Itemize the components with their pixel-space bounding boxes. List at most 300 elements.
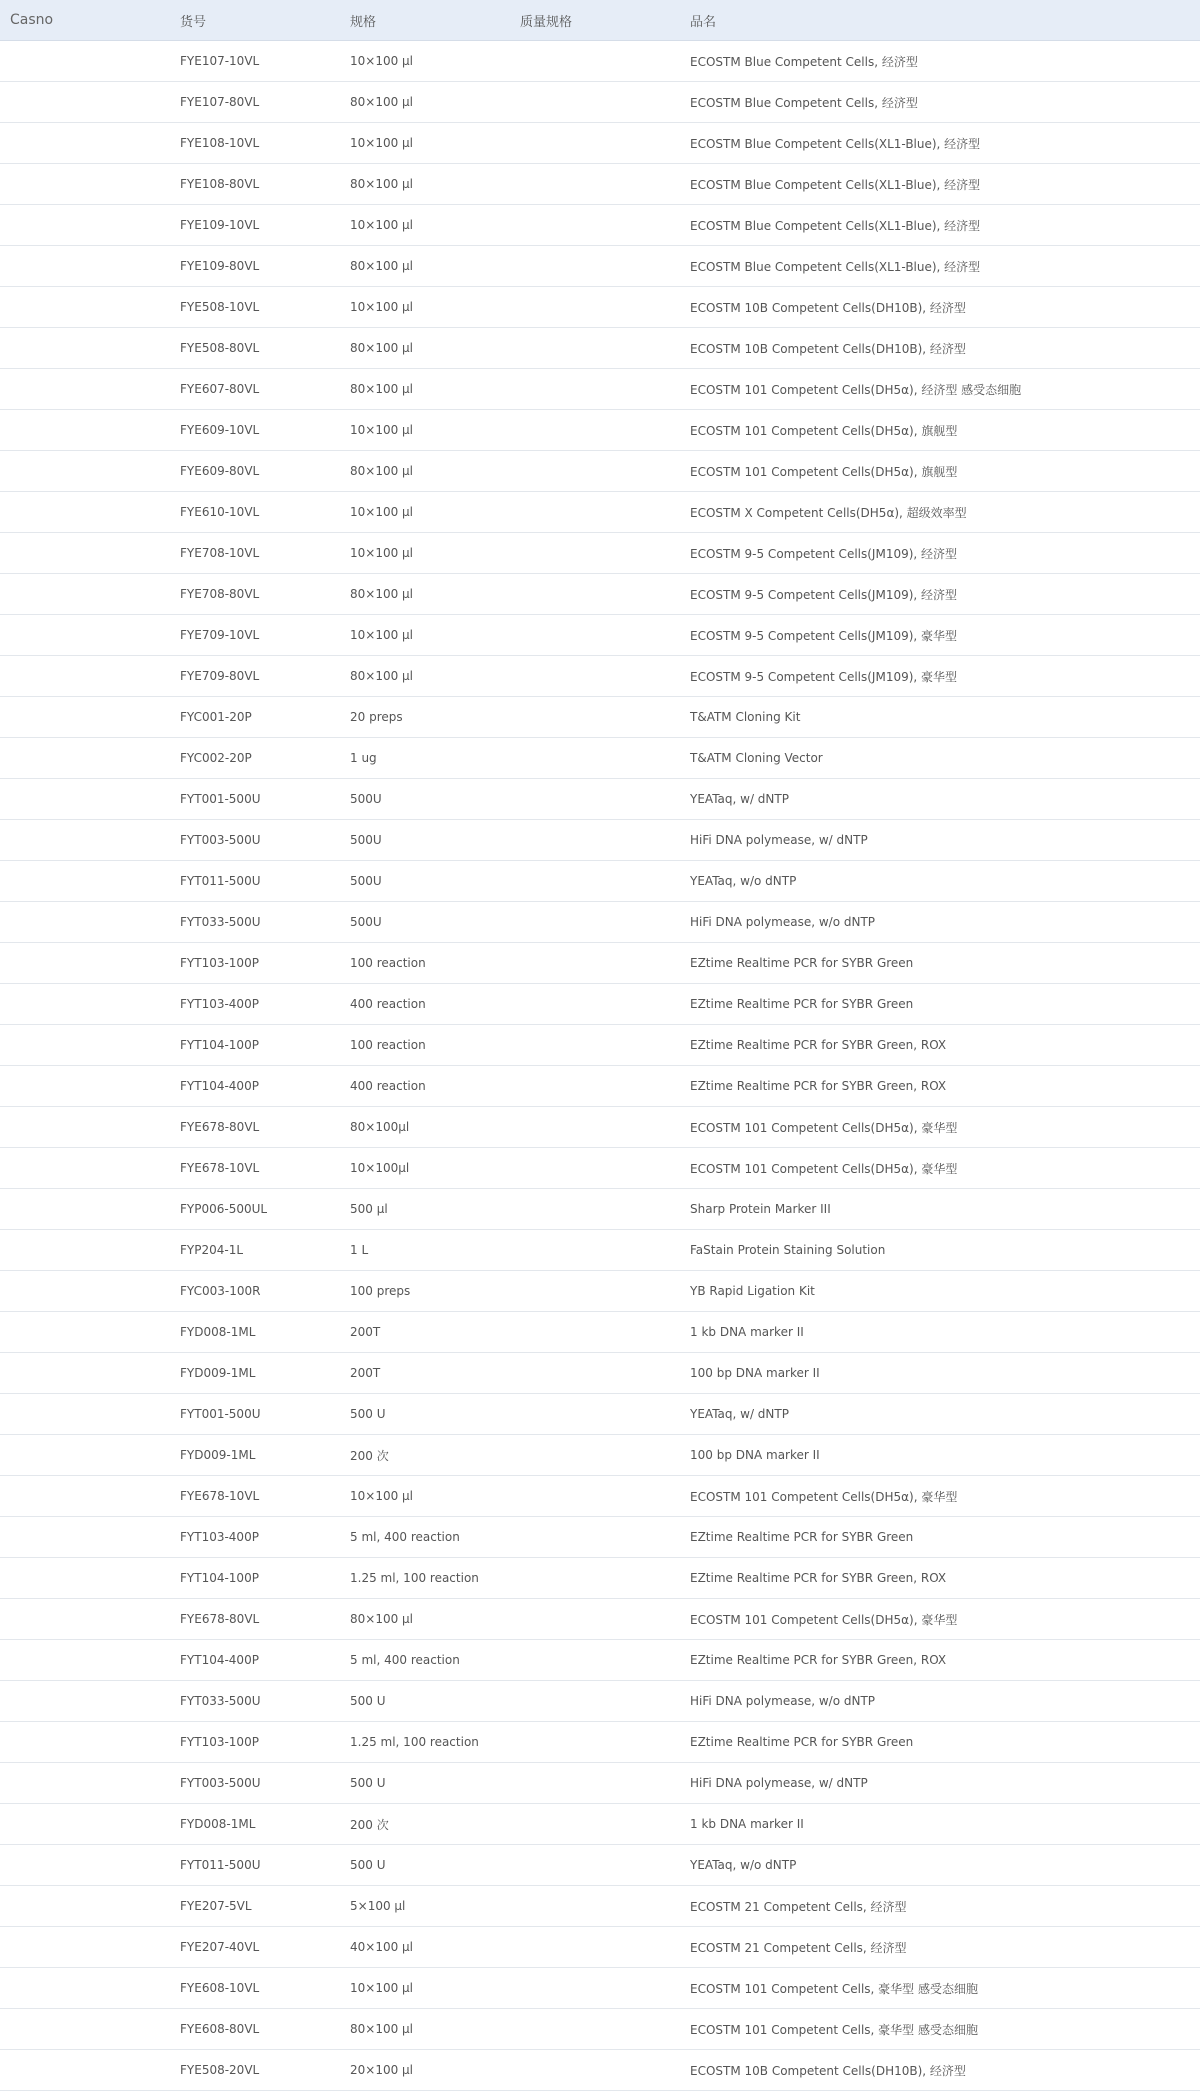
cell-sku: FYT003-500U — [170, 1763, 340, 1804]
table-body — [0, 41, 1200, 2091]
cell-spec: 400 reaction — [340, 1066, 510, 1107]
cell-spec: 10×100 μl — [340, 205, 510, 246]
table-row — [0, 2009, 1200, 2050]
cell-sku: FYE207-5VL — [170, 1886, 340, 1927]
cell-quality — [510, 1599, 680, 1640]
cell-casno — [0, 697, 170, 738]
table-row — [0, 902, 1200, 943]
cell-casno — [0, 1763, 170, 1804]
cell-name: EZtime Realtime PCR for SYBR Green, ROX — [680, 1066, 1200, 1107]
cell-name: ECOSTM 101 Competent Cells(DH5α), 旗舰型 — [680, 410, 1200, 451]
table-row — [0, 574, 1200, 615]
cell-quality — [510, 1968, 680, 2009]
cell-spec: 200T — [340, 1353, 510, 1394]
cell-sku: FYE608-10VL — [170, 1968, 340, 2009]
cell-quality — [510, 1189, 680, 1230]
cell-casno — [0, 533, 170, 574]
cell-quality — [510, 1394, 680, 1435]
table-row — [0, 1107, 1200, 1148]
cell-name: ECOSTM 9-5 Competent Cells(JM109), 豪华型 — [680, 615, 1200, 656]
table-row — [0, 123, 1200, 164]
cell-casno — [0, 82, 170, 123]
table-row — [0, 2050, 1200, 2091]
cell-name: YEATaq, w/ dNTP — [680, 779, 1200, 820]
cell-spec: 400 reaction — [340, 984, 510, 1025]
cell-casno — [0, 1927, 170, 1968]
cell-name: Sharp Protein Marker III — [680, 1189, 1200, 1230]
cell-spec: 80×100 μl — [340, 82, 510, 123]
cell-quality — [510, 533, 680, 574]
cell-name: ECOSTM 101 Competent Cells(DH5α), 旗舰型 — [680, 451, 1200, 492]
cell-name: HiFi DNA polymease, w/ dNTP — [680, 820, 1200, 861]
table-row — [0, 1353, 1200, 1394]
table-row — [0, 984, 1200, 1025]
cell-name: ECOSTM 101 Competent Cells, 豪华型 感受态细胞 — [680, 2009, 1200, 2050]
cell-name: HiFi DNA polymease, w/ dNTP — [680, 1763, 1200, 1804]
header-spec: 规格 — [340, 0, 510, 41]
cell-quality — [510, 1148, 680, 1189]
cell-sku: FYE678-10VL — [170, 1148, 340, 1189]
table-row — [0, 1640, 1200, 1681]
cell-casno — [0, 902, 170, 943]
cell-sku: FYE609-80VL — [170, 451, 340, 492]
cell-quality — [510, 2050, 680, 2091]
cell-spec: 5×100 μl — [340, 1886, 510, 1927]
table-row — [0, 82, 1200, 123]
cell-casno — [0, 1722, 170, 1763]
cell-spec: 200 次 — [340, 1804, 510, 1845]
cell-spec: 5 ml, 400 reaction — [340, 1517, 510, 1558]
table-row — [0, 1681, 1200, 1722]
header-name: 品名 — [680, 0, 1200, 41]
cell-spec: 1.25 ml, 100 reaction — [340, 1558, 510, 1599]
cell-sku: FYE108-10VL — [170, 123, 340, 164]
cell-spec: 10×100 μl — [340, 287, 510, 328]
cell-quality — [510, 1025, 680, 1066]
table-row — [0, 410, 1200, 451]
cell-spec: 500 U — [340, 1845, 510, 1886]
cell-casno — [0, 1681, 170, 1722]
cell-quality — [510, 861, 680, 902]
cell-spec: 10×100μl — [340, 1148, 510, 1189]
cell-casno — [0, 246, 170, 287]
cell-name: ECOSTM 101 Competent Cells, 豪华型 感受态细胞 — [680, 1968, 1200, 2009]
cell-name: EZtime Realtime PCR for SYBR Green, ROX — [680, 1640, 1200, 1681]
cell-spec: 100 reaction — [340, 943, 510, 984]
cell-spec: 80×100 μl — [340, 656, 510, 697]
cell-quality — [510, 1230, 680, 1271]
table-row — [0, 246, 1200, 287]
cell-casno — [0, 451, 170, 492]
cell-sku: FYT104-100P — [170, 1025, 340, 1066]
cell-sku: FYP006-500UL — [170, 1189, 340, 1230]
cell-name: YB Rapid Ligation Kit — [680, 1271, 1200, 1312]
table-row — [0, 738, 1200, 779]
cell-spec: 20 preps — [340, 697, 510, 738]
cell-quality — [510, 902, 680, 943]
cell-name: T&ATM Cloning Vector — [680, 738, 1200, 779]
cell-name: EZtime Realtime PCR for SYBR Green — [680, 1517, 1200, 1558]
cell-sku: FYE109-10VL — [170, 205, 340, 246]
cell-sku: FYT003-500U — [170, 820, 340, 861]
cell-sku: FYT103-100P — [170, 943, 340, 984]
cell-spec: 10×100 μl — [340, 1968, 510, 2009]
cell-quality — [510, 820, 680, 861]
cell-sku: FYE107-10VL — [170, 41, 340, 82]
cell-casno — [0, 123, 170, 164]
header-sku: 货号 — [170, 0, 340, 41]
cell-spec: 10×100 μl — [340, 123, 510, 164]
cell-name: YEATaq, w/ dNTP — [680, 1394, 1200, 1435]
cell-quality — [510, 1804, 680, 1845]
cell-spec: 10×100 μl — [340, 410, 510, 451]
cell-casno — [0, 205, 170, 246]
cell-casno — [0, 1107, 170, 1148]
cell-name: FaStain Protein Staining Solution — [680, 1230, 1200, 1271]
cell-casno — [0, 369, 170, 410]
cell-casno — [0, 1845, 170, 1886]
cell-quality — [510, 1476, 680, 1517]
cell-casno — [0, 820, 170, 861]
cell-sku: FYE709-10VL — [170, 615, 340, 656]
table-row — [0, 492, 1200, 533]
cell-quality — [510, 1681, 680, 1722]
cell-casno — [0, 1517, 170, 1558]
cell-spec: 100 reaction — [340, 1025, 510, 1066]
cell-name: 100 bp DNA marker II — [680, 1435, 1200, 1476]
cell-quality — [510, 1312, 680, 1353]
cell-spec: 20×100 μl — [340, 2050, 510, 2091]
cell-spec: 10×100 μl — [340, 492, 510, 533]
cell-casno — [0, 1271, 170, 1312]
cell-name: ECOSTM Blue Competent Cells(XL1-Blue), 经济型 — [680, 246, 1200, 287]
cell-casno — [0, 2009, 170, 2050]
table-row — [0, 1271, 1200, 1312]
cell-quality — [510, 574, 680, 615]
cell-sku: FYT011-500U — [170, 1845, 340, 1886]
cell-casno — [0, 1312, 170, 1353]
cell-casno — [0, 2050, 170, 2091]
cell-sku: FYP204-1L — [170, 1230, 340, 1271]
cell-casno — [0, 1599, 170, 1640]
cell-sku: FYC003-100R — [170, 1271, 340, 1312]
cell-quality — [510, 1435, 680, 1476]
cell-sku: FYC001-20P — [170, 697, 340, 738]
cell-quality — [510, 82, 680, 123]
table-row — [0, 205, 1200, 246]
cell-sku: FYE108-80VL — [170, 164, 340, 205]
table-row — [0, 943, 1200, 984]
table-row — [0, 820, 1200, 861]
cell-name: ECOSTM 21 Competent Cells, 经济型 — [680, 1886, 1200, 1927]
cell-spec: 40×100 μl — [340, 1927, 510, 1968]
cell-casno — [0, 1886, 170, 1927]
cell-name: ECOSTM X Competent Cells(DH5α), 超级效率型 — [680, 492, 1200, 533]
cell-spec: 200T — [340, 1312, 510, 1353]
cell-quality — [510, 1886, 680, 1927]
cell-spec: 10×100 μl — [340, 615, 510, 656]
cell-spec: 1 L — [340, 1230, 510, 1271]
cell-spec: 500U — [340, 779, 510, 820]
table-row — [0, 1927, 1200, 1968]
cell-spec: 500U — [340, 902, 510, 943]
cell-spec: 80×100 μl — [340, 451, 510, 492]
cell-sku: FYT033-500U — [170, 1681, 340, 1722]
cell-name: ECOSTM 10B Competent Cells(DH10B), 经济型 — [680, 328, 1200, 369]
cell-casno — [0, 1968, 170, 2009]
cell-quality — [510, 164, 680, 205]
table-row — [0, 1148, 1200, 1189]
cell-sku: FYE607-80VL — [170, 369, 340, 410]
cell-casno — [0, 1353, 170, 1394]
cell-spec: 80×100 μl — [340, 328, 510, 369]
cell-sku: FYE109-80VL — [170, 246, 340, 287]
table-row — [0, 164, 1200, 205]
cell-sku: FYE608-80VL — [170, 2009, 340, 2050]
cell-quality — [510, 615, 680, 656]
header-casno: Casno — [0, 0, 170, 41]
cell-sku: FYT103-400P — [170, 1517, 340, 1558]
cell-sku: FYE609-10VL — [170, 410, 340, 451]
cell-casno — [0, 779, 170, 820]
cell-casno — [0, 1394, 170, 1435]
cell-spec: 80×100 μl — [340, 574, 510, 615]
cell-sku: FYT103-100P — [170, 1722, 340, 1763]
cell-spec: 5 ml, 400 reaction — [340, 1640, 510, 1681]
cell-sku: FYE678-80VL — [170, 1599, 340, 1640]
cell-sku: FYD009-1ML — [170, 1353, 340, 1394]
cell-casno — [0, 1435, 170, 1476]
cell-casno — [0, 1804, 170, 1845]
cell-name: ECOSTM Blue Competent Cells, 经济型 — [680, 82, 1200, 123]
table-row — [0, 1763, 1200, 1804]
cell-spec: 80×100 μl — [340, 369, 510, 410]
cell-sku: FYT011-500U — [170, 861, 340, 902]
cell-casno — [0, 1640, 170, 1681]
cell-name: ECOSTM Blue Competent Cells(XL1-Blue), 经济型 — [680, 164, 1200, 205]
cell-sku: FYE708-80VL — [170, 574, 340, 615]
cell-name: T&ATM Cloning Kit — [680, 697, 1200, 738]
table-row — [0, 779, 1200, 820]
table-row — [0, 1804, 1200, 1845]
table-row — [0, 287, 1200, 328]
cell-spec: 500 U — [340, 1763, 510, 1804]
cell-name: HiFi DNA polymease, w/o dNTP — [680, 902, 1200, 943]
cell-quality — [510, 410, 680, 451]
table-row — [0, 533, 1200, 574]
cell-sku: FYT103-400P — [170, 984, 340, 1025]
cell-spec: 1.25 ml, 100 reaction — [340, 1722, 510, 1763]
cell-sku: FYE678-10VL — [170, 1476, 340, 1517]
cell-quality — [510, 2009, 680, 2050]
cell-casno — [0, 861, 170, 902]
cell-name: ECOSTM 21 Competent Cells, 经济型 — [680, 1927, 1200, 1968]
table-row — [0, 1394, 1200, 1435]
cell-spec: 80×100 μl — [340, 2009, 510, 2050]
cell-name: 100 bp DNA marker II — [680, 1353, 1200, 1394]
cell-sku: FYE508-10VL — [170, 287, 340, 328]
cell-name: EZtime Realtime PCR for SYBR Green — [680, 943, 1200, 984]
cell-quality — [510, 369, 680, 410]
cell-sku: FYE508-80VL — [170, 328, 340, 369]
cell-spec: 10×100 μl — [340, 41, 510, 82]
table-row — [0, 1025, 1200, 1066]
table-row — [0, 1476, 1200, 1517]
table-row — [0, 1599, 1200, 1640]
cell-sku: FYD008-1ML — [170, 1804, 340, 1845]
table-row — [0, 1722, 1200, 1763]
cell-spec: 200 次 — [340, 1435, 510, 1476]
cell-quality — [510, 1763, 680, 1804]
cell-name: YEATaq, w/o dNTP — [680, 1845, 1200, 1886]
cell-casno — [0, 738, 170, 779]
cell-quality — [510, 328, 680, 369]
table-row — [0, 1558, 1200, 1599]
cell-name: ECOSTM 101 Competent Cells(DH5α), 豪华型 — [680, 1107, 1200, 1148]
table-row — [0, 656, 1200, 697]
cell-sku: FYT001-500U — [170, 1394, 340, 1435]
cell-casno — [0, 410, 170, 451]
cell-casno — [0, 984, 170, 1025]
cell-quality — [510, 1640, 680, 1681]
table-header — [0, 0, 1200, 41]
cell-spec: 500U — [340, 820, 510, 861]
cell-name: ECOSTM 101 Competent Cells(DH5α), 经济型 感受态细胞 — [680, 369, 1200, 410]
cell-spec: 500 U — [340, 1394, 510, 1435]
cell-quality — [510, 1353, 680, 1394]
cell-quality — [510, 738, 680, 779]
table-row — [0, 1066, 1200, 1107]
cell-sku: FYT104-400P — [170, 1066, 340, 1107]
cell-name: ECOSTM Blue Competent Cells, 经济型 — [680, 41, 1200, 82]
cell-casno — [0, 492, 170, 533]
cell-sku: FYE508-20VL — [170, 2050, 340, 2091]
cell-sku: FYT001-500U — [170, 779, 340, 820]
cell-quality — [510, 1517, 680, 1558]
cell-name: ECOSTM 9-5 Competent Cells(JM109), 豪华型 — [680, 656, 1200, 697]
cell-quality — [510, 697, 680, 738]
cell-quality — [510, 984, 680, 1025]
cell-quality — [510, 451, 680, 492]
cell-casno — [0, 1558, 170, 1599]
cell-name: ECOSTM 101 Competent Cells(DH5α), 豪华型 — [680, 1476, 1200, 1517]
cell-casno — [0, 1230, 170, 1271]
cell-casno — [0, 164, 170, 205]
cell-spec: 500 U — [340, 1681, 510, 1722]
cell-quality — [510, 1722, 680, 1763]
cell-name: ECOSTM 10B Competent Cells(DH10B), 经济型 — [680, 2050, 1200, 2091]
cell-name: EZtime Realtime PCR for SYBR Green — [680, 984, 1200, 1025]
header-quality: 质量规格 — [510, 0, 680, 41]
cell-name: 1 kb DNA marker II — [680, 1804, 1200, 1845]
cell-casno — [0, 328, 170, 369]
cell-spec: 10×100 μl — [340, 533, 510, 574]
cell-sku: FYT104-100P — [170, 1558, 340, 1599]
cell-name: HiFi DNA polymease, w/o dNTP — [680, 1681, 1200, 1722]
cell-spec: 1 ug — [340, 738, 510, 779]
cell-name: EZtime Realtime PCR for SYBR Green, ROX — [680, 1025, 1200, 1066]
table-row — [0, 1312, 1200, 1353]
table-row — [0, 328, 1200, 369]
cell-sku: FYD009-1ML — [170, 1435, 340, 1476]
cell-casno — [0, 41, 170, 82]
table-row — [0, 1517, 1200, 1558]
cell-quality — [510, 943, 680, 984]
table-row — [0, 1845, 1200, 1886]
cell-quality — [510, 1107, 680, 1148]
cell-name: ECOSTM Blue Competent Cells(XL1-Blue), 经济型 — [680, 205, 1200, 246]
cell-sku: FYE708-10VL — [170, 533, 340, 574]
table-row — [0, 1968, 1200, 2009]
cell-sku: FYE709-80VL — [170, 656, 340, 697]
cell-spec: 80×100 μl — [340, 1599, 510, 1640]
cell-quality — [510, 656, 680, 697]
table-row — [0, 1435, 1200, 1476]
cell-sku: FYT033-500U — [170, 902, 340, 943]
cell-name: EZtime Realtime PCR for SYBR Green, ROX — [680, 1558, 1200, 1599]
cell-casno — [0, 943, 170, 984]
cell-quality — [510, 1066, 680, 1107]
table-row — [0, 697, 1200, 738]
cell-spec: 80×100 μl — [340, 246, 510, 287]
cell-spec: 500U — [340, 861, 510, 902]
cell-quality — [510, 205, 680, 246]
cell-spec: 100 preps — [340, 1271, 510, 1312]
cell-sku: FYT104-400P — [170, 1640, 340, 1681]
table-row — [0, 1230, 1200, 1271]
cell-spec: 500 μl — [340, 1189, 510, 1230]
cell-sku: FYD008-1ML — [170, 1312, 340, 1353]
cell-name: ECOSTM 101 Competent Cells(DH5α), 豪华型 — [680, 1148, 1200, 1189]
header-row — [0, 0, 1200, 41]
cell-name: ECOSTM 9-5 Competent Cells(JM109), 经济型 — [680, 533, 1200, 574]
cell-casno — [0, 287, 170, 328]
cell-casno — [0, 615, 170, 656]
cell-sku: FYE107-80VL — [170, 82, 340, 123]
cell-casno — [0, 656, 170, 697]
cell-casno — [0, 1189, 170, 1230]
cell-quality — [510, 123, 680, 164]
cell-casno — [0, 574, 170, 615]
cell-sku: FYE610-10VL — [170, 492, 340, 533]
table-row — [0, 369, 1200, 410]
cell-name: EZtime Realtime PCR for SYBR Green — [680, 1722, 1200, 1763]
cell-quality — [510, 1558, 680, 1599]
table-row — [0, 451, 1200, 492]
cell-name: ECOSTM 10B Competent Cells(DH10B), 经济型 — [680, 287, 1200, 328]
cell-quality — [510, 492, 680, 533]
cell-casno — [0, 1025, 170, 1066]
cell-sku: FYC002-20P — [170, 738, 340, 779]
cell-quality — [510, 1845, 680, 1886]
cell-quality — [510, 246, 680, 287]
cell-name: ECOSTM 9-5 Competent Cells(JM109), 经济型 — [680, 574, 1200, 615]
table-row — [0, 1189, 1200, 1230]
cell-name: 1 kb DNA marker II — [680, 1312, 1200, 1353]
cell-name: ECOSTM Blue Competent Cells(XL1-Blue), 经济型 — [680, 123, 1200, 164]
cell-casno — [0, 1066, 170, 1107]
table-row — [0, 861, 1200, 902]
cell-sku: FYE207-40VL — [170, 1927, 340, 1968]
cell-casno — [0, 1476, 170, 1517]
cell-quality — [510, 1927, 680, 1968]
table-row — [0, 615, 1200, 656]
cell-sku: FYE678-80VL — [170, 1107, 340, 1148]
table-row — [0, 41, 1200, 82]
cell-spec: 10×100 μl — [340, 1476, 510, 1517]
cell-quality — [510, 287, 680, 328]
cell-spec: 80×100 μl — [340, 164, 510, 205]
